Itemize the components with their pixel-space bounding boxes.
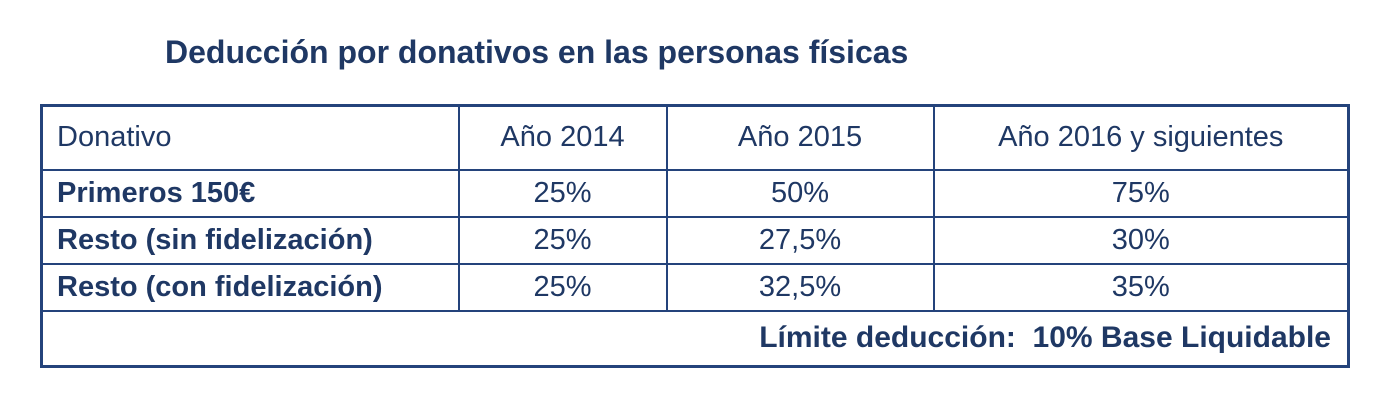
value-cell-2015: 27,5% (667, 217, 934, 264)
table-row-resto-con-fidelizacion (42, 264, 1349, 311)
value-cell-2014: 25% (459, 217, 667, 264)
limit-deduction-note: Límite deducción: 10% Base Liquidable (42, 311, 1349, 367)
value-cell-2016: 35% (934, 264, 1349, 311)
table-row-primeros-150 (42, 170, 1349, 217)
value-cell-2015: 32,5% (667, 264, 934, 311)
row-label: Resto (sin fidelización) (42, 217, 459, 264)
footer-row (42, 311, 1349, 367)
deduction-table (40, 104, 1350, 368)
page-title: Deducción por donativos en las personas físicas (165, 34, 909, 70)
column-header-donativo: Donativo (42, 106, 459, 170)
row-label: Primeros 150€ (42, 170, 459, 217)
value-cell-2014: 25% (459, 264, 667, 311)
table-row-resto-sin-fidelizacion (42, 217, 1349, 264)
value-cell-2015: 50% (667, 170, 934, 217)
column-header-ano-2016: Año 2016 y siguientes (934, 106, 1349, 170)
row-label: Resto (con fidelización) (42, 264, 459, 311)
value-cell-2016: 30% (934, 217, 1349, 264)
value-cell-2016: 75% (934, 170, 1349, 217)
value-cell-2014: 25% (459, 170, 667, 217)
column-header-ano-2014: Año 2014 (459, 106, 667, 170)
header-row (42, 106, 1349, 170)
column-header-ano-2015: Año 2015 (667, 106, 934, 170)
